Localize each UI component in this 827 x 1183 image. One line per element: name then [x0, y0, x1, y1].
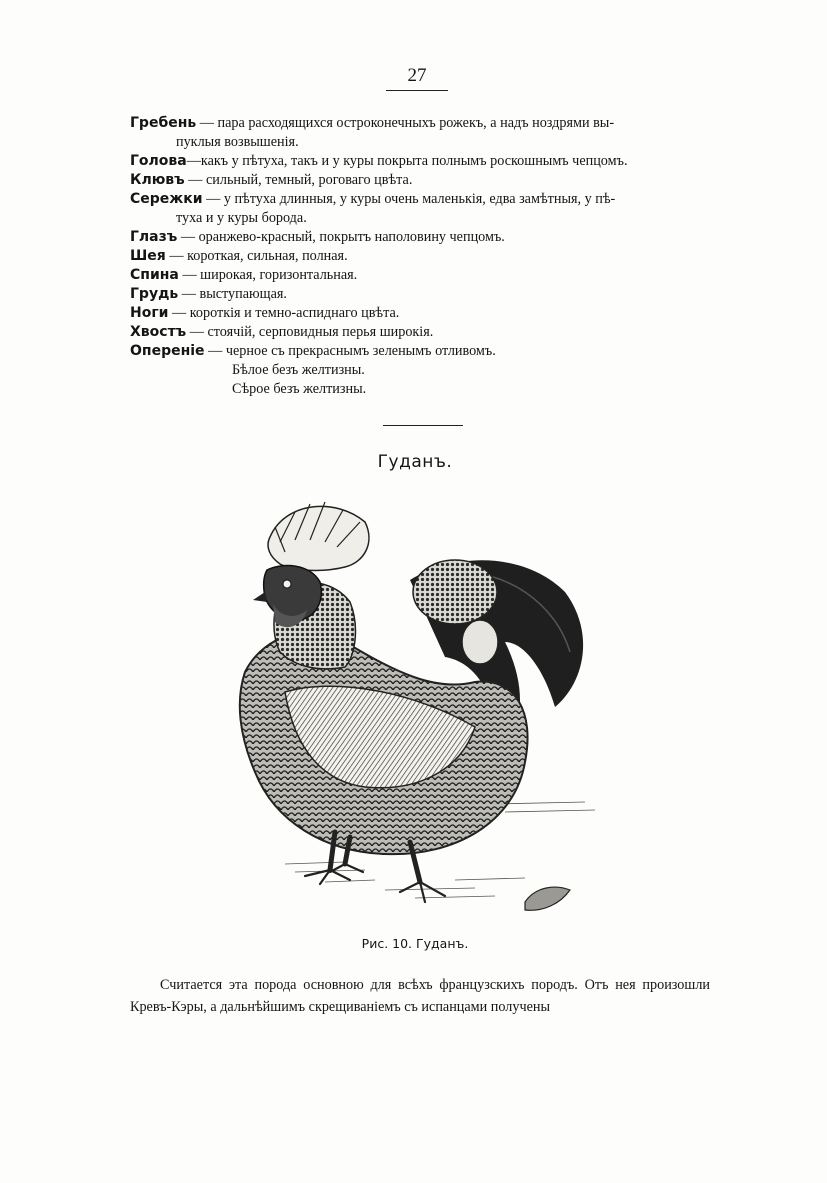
entry-term: Голова [130, 153, 187, 169]
plumage-variant: Бѣлое безъ желтизны. [232, 362, 365, 378]
figure-caption: Рис. 10. Гуданъ. [361, 936, 469, 951]
entry-term: Хвостъ [130, 324, 187, 340]
entry-back [130, 266, 710, 285]
section-divider [383, 425, 463, 426]
entry-text: — выступающая. [178, 286, 287, 302]
entry-legs [130, 304, 710, 323]
entry-breast [130, 285, 710, 304]
entry-text: —какъ у пѣтуха, такъ и у куры покрыта полнымъ роскошнымъ чепцомъ. [186, 153, 628, 169]
entry-term: Оперeніе [130, 343, 205, 359]
entry-text: — у пѣтуха длинныя, у куры очень маленькія, едва замѣтныя, у пѣ- [202, 191, 616, 207]
entry-text: — пара расходящихся остроконечныхъ рожекъ, а надъ ноздрями вы- [196, 115, 615, 131]
page-number-rule [386, 90, 448, 91]
paragraph-text: Считается эта порода основною для всѣхъ французскихъ породъ. Отъ нея произошли Кревъ-Кэры, а дальнѣйшимъ скрещиваніемъ съ испанцами получены [130, 977, 710, 1015]
entry-term: Гребень [130, 115, 197, 131]
hen-face [462, 620, 498, 664]
entry-head [130, 152, 710, 171]
entry-plumage [130, 342, 710, 399]
entry-term: Глазъ [130, 229, 178, 245]
entry-term: Спина [130, 267, 179, 283]
entry-text: — черное съ прекраснымъ зеленымъ отливомъ. [204, 343, 496, 359]
entry-term: Шея [130, 248, 166, 264]
breed-standard-list [130, 114, 710, 399]
entry-continuation: туха и у куры борода. [176, 210, 307, 226]
entry-term: Клювъ [130, 172, 185, 188]
rooster-engraving [225, 492, 615, 924]
houdan-rooster-illustration [225, 492, 615, 924]
entry-text: — короткая, сильная, полная. [165, 248, 348, 264]
entry-text: — широкая, горизонтальная. [178, 267, 358, 283]
entry-tail [130, 323, 710, 342]
entry-term: Грудь [130, 286, 179, 302]
entry-comb [130, 114, 710, 152]
entry-eye [130, 228, 710, 247]
body-paragraph [130, 974, 710, 1018]
entry-text: — оранжево-красный, покрытъ наполовину чепцомъ. [177, 229, 505, 245]
entry-wattles [130, 190, 710, 228]
leaf [525, 887, 570, 910]
page-number: 27 [407, 65, 427, 86]
plumage-variant: Сѣрое безъ желтизны. [232, 381, 367, 397]
rooster-beak [253, 592, 267, 602]
section-title: Гуданъ. [377, 452, 453, 472]
entry-continuation: пуклыя возвышенія. [176, 134, 299, 150]
rooster-crest [268, 506, 369, 570]
entry-beak [130, 171, 710, 190]
rooster-head [264, 566, 322, 621]
entry-term: Ноги [130, 305, 169, 321]
entry-neck [130, 247, 710, 266]
rooster-eye [283, 580, 291, 588]
entry-term: Сережки [130, 191, 203, 207]
hen-crest [413, 560, 497, 624]
entry-text: — стоячій, серповидныя перья широкія. [186, 324, 434, 340]
entry-text: — короткія и темно-аспиднаго цвѣта. [168, 305, 400, 321]
entry-text: — сильный, темный, роговаго цвѣта. [184, 172, 413, 188]
